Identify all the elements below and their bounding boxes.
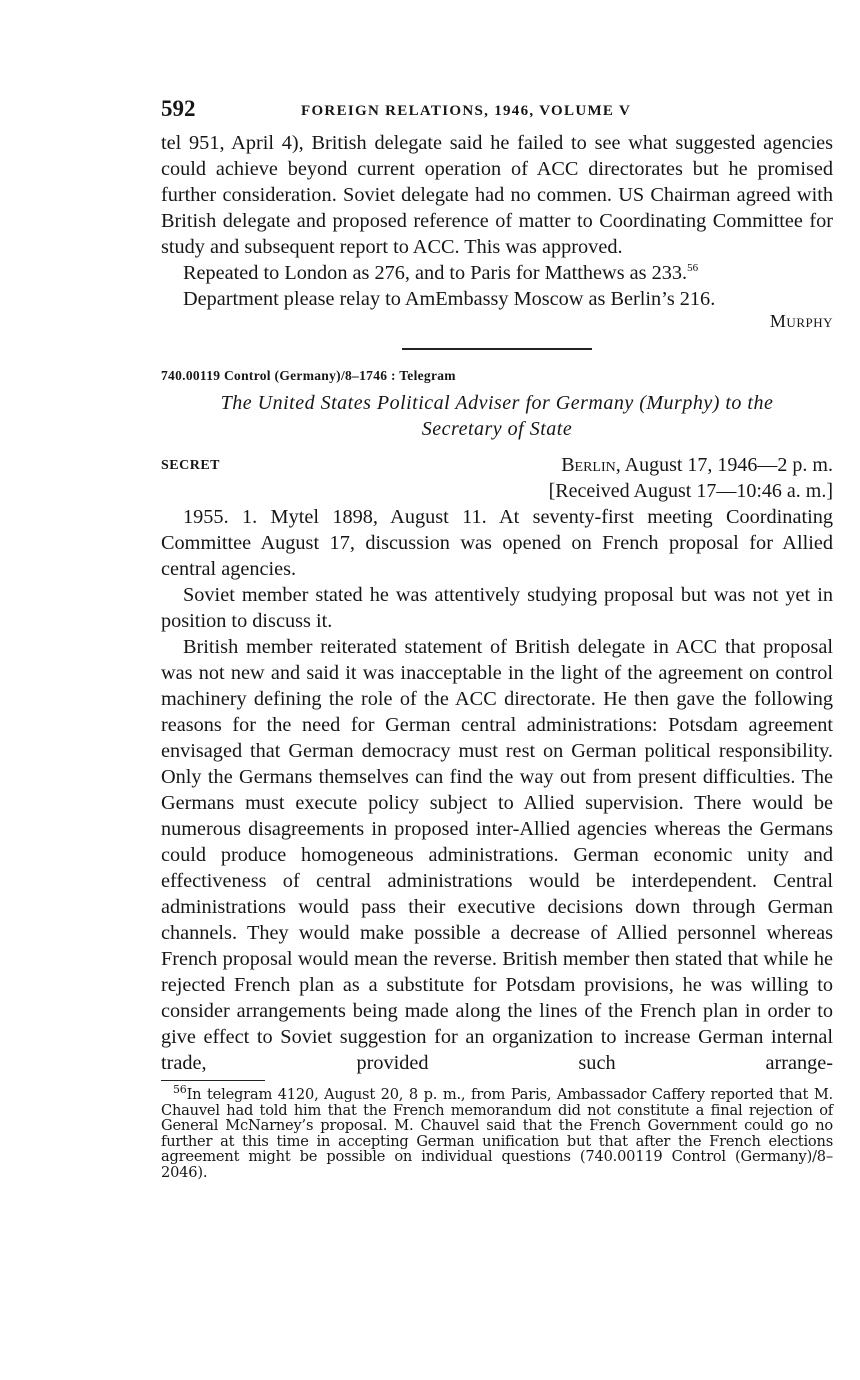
relay-paragraph: Department please relay to AmEmbassy Moscow as Berlin’s 216.: [183, 288, 716, 310]
signature: Murphy: [769, 311, 833, 331]
received-dateline: [Received August 17—10:46 a. m.]: [548, 480, 833, 502]
continued-text: [161, 130, 833, 332]
file-reference: 740.00119 Control (Germany)/8–1746 : Telegram: [161, 368, 456, 383]
repeated-paragraph: [161, 260, 833, 286]
section-divider: [402, 348, 592, 350]
repeated-text: Repeated to London as 276, and to Paris for Matthews as 233.: [183, 262, 688, 284]
body-paragraph: 1955. 1. Mytel 1898, August 11. At seventy-first meeting Coordinating Committee August 17, discussion was opened on French proposal for Allied central agencies.: [161, 506, 833, 580]
footnote-text: In telegram 4120, August 20, 8 p. m., from Paris, Ambassador Caffery reported that M. Chauvel had told him that the French memorandum did not constitute a final rejection of General McNarney’s proposal. M. Chauvel said that the French Government could go no further at this time in accepting German unification but that after the French elections agreement might be possible on individual questions (740.00119 Control (Germany)/8–2046).: [161, 1086, 833, 1181]
dateline: [549, 452, 833, 504]
dateline-city: Berlin: [561, 454, 616, 476]
body-paragraph: British member reiterated statement of British delegate in ACC that proposal was not new and said it was inacceptable in the light of the agreement on control machinery defining the role of the ACC directorate. He then gave the following reasons for the need for German central administrations: Potsdam agreement envisaged that German democracy must rest on German political responsibility. Only the Germans themselves can find the way out from present difficulties. The Germans must execute policy subject to Allied supervision. There would be numerous disagreements in proposed inter-Allied agencies whereas the Germans could produce homogeneous administrations. German economic unity and effectiveness of central administrations would be interdependent. Central administrations would pass their executive decisions down through German channels. They would make possible a decrease of Allied personnel whereas French proposal would mean the reverse. British member then stated that while he rejected French plan as a substitute for Potsdam provisions, he was willing to consider arrangements being made along the lines of the French plan in order to give effect to Soviet suggestion for an organization to increase German internal trade, provided such arrange-: [161, 636, 833, 1074]
footnote-divider: [161, 1080, 265, 1081]
continued-paragraph: tel 951, April 4), British delegate said he failed to see what suggested agencies could achieve beyond current operation of ACC directorates but he promised further consideration. Soviet delegate had no commen. US Chairman agreed with British delegate and proposed reference of matter to Coordinating Committee for study and subsequent report to ACC. This was approved.: [161, 132, 833, 258]
dateline-date: , August 17, 1946—2 p. m.: [615, 454, 833, 476]
telegram-body: [161, 504, 833, 1076]
footnote: [161, 1083, 833, 1181]
dateline-row: [161, 452, 833, 504]
running-head: FOREIGN RELATIONS, 1946, VOLUME V: [301, 103, 632, 119]
document-title: [161, 390, 833, 442]
title-line-1: The United States Political Adviser for Germany (Murphy) to the: [220, 392, 774, 414]
footnote-marker: 56: [173, 1083, 187, 1097]
footnote-reference: 56: [687, 262, 699, 275]
body-paragraph: Soviet member stated he was attentively studying proposal but was not yet in position to discuss it.: [161, 584, 833, 632]
title-line-2: Secretary of State: [421, 418, 573, 440]
document-page: [161, 96, 833, 1180]
page-number: 592: [161, 96, 196, 121]
page-header: [161, 96, 833, 130]
sent-dateline: [549, 452, 833, 478]
classification-label: SECRET: [161, 458, 221, 473]
